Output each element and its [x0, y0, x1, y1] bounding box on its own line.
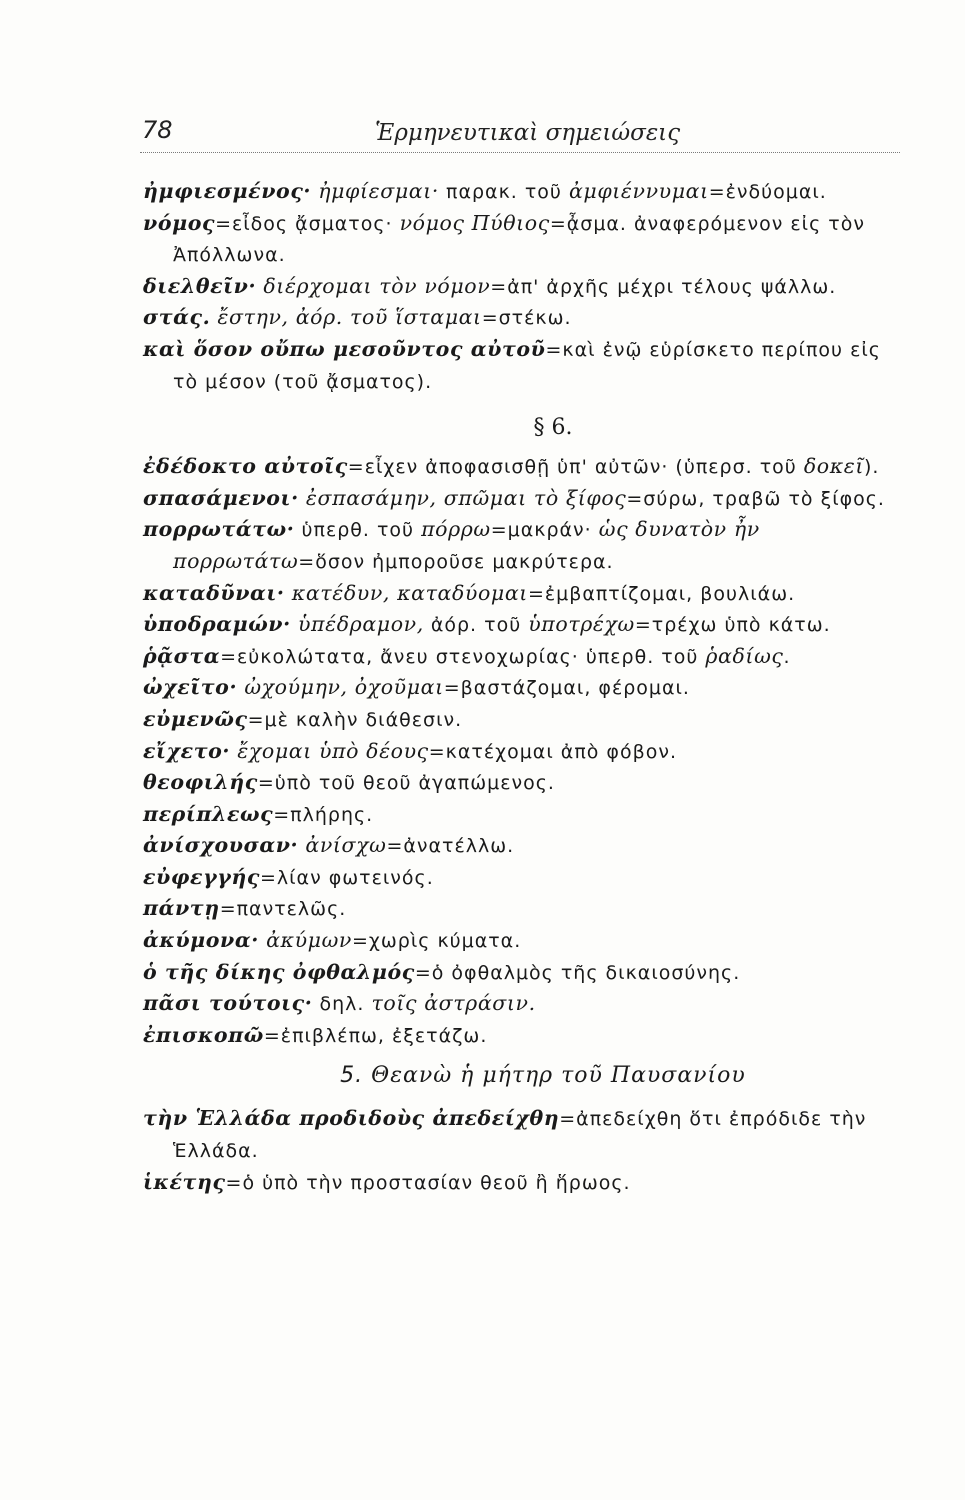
entry-gloss: παρακ. τοῦ	[438, 181, 569, 203]
entry-gloss: δηλ.	[312, 993, 372, 1016]
glossary-entry	[143, 641, 903, 673]
glossary-entry	[143, 957, 903, 989]
entry-gloss: =εἶδος ᾄσματος·	[215, 212, 400, 235]
entry-gloss: =παντελῶς.	[219, 898, 347, 921]
entry-gloss: =σύρω, τραβῶ τὸ ξίφος.	[626, 487, 885, 510]
entry-lemma: καταδῦναι·	[143, 580, 285, 605]
entry-gloss: =εὐκολώτατα, ἄνευ στενοχωρίας· ὑπερθ. τοῦ	[220, 645, 706, 668]
glossary-entry	[143, 271, 903, 303]
entry-lemma: ἀκύμονα·	[143, 928, 259, 953]
entry-gloss: =ὁ ὑπὸ τὴν προστασίαν θεοῦ ἢ ἥρωος.	[225, 1171, 631, 1194]
entry-gloss-italic: ἔχομαι ὑπὸ δέους	[230, 738, 429, 763]
entry-gloss-italic: ἀκύμων	[258, 928, 352, 953]
entry-gloss-italic: ὠχούμην, ὀχοῦμαι	[237, 675, 444, 700]
glossary-entry	[143, 925, 903, 957]
entry-gloss: =λίαν φωτεινός.	[259, 866, 434, 889]
page-body	[143, 176, 903, 1198]
glossary-entry	[143, 672, 903, 704]
entry-gloss-italic: κατέδυν, καταδύομαι	[284, 580, 528, 605]
entry-gloss: =ἀπ' ἀρχῆς μέχρι τέλους ψάλλω.	[490, 275, 837, 298]
entry-gloss: ὑπερθ. τοῦ	[294, 519, 422, 542]
entry-gloss: =χωρὶς κύματα.	[351, 930, 522, 953]
entry-gloss: .	[783, 645, 791, 668]
entry-gloss-italic: τοῖς ἀστράσιν.	[371, 991, 536, 1016]
entry-gloss: =τρέχω ὑπὸ κάτω.	[634, 614, 831, 637]
glossary-entry	[143, 704, 903, 736]
entry-gloss-italic: ὡς δυνατὸν ἦν πορρωτάτω	[173, 517, 760, 573]
entry-gloss: =βαστάζομαι, φέρομαι.	[443, 677, 690, 700]
entry-lemma: διελθεῖν·	[143, 273, 257, 298]
glossary-entry	[143, 208, 903, 271]
glossary-entry	[143, 988, 903, 1020]
entry-lemma: σπασάμενοι·	[143, 485, 299, 510]
glossary-entry	[143, 514, 903, 577]
section-number: 5.	[340, 1063, 364, 1089]
entry-gloss: ).	[863, 456, 880, 479]
entry-gloss-italic: πόρρω	[421, 517, 491, 542]
entry-lemma: ὠχεῖτο·	[143, 675, 238, 700]
glossary-entry	[143, 1167, 903, 1199]
glossary-entry	[143, 767, 903, 799]
entry-gloss: =μὲ καλὴν διάθεσιν.	[247, 708, 463, 731]
entry-gloss-italic: ἀνίσχω	[298, 833, 387, 858]
entry-gloss-italic: ἀμφιέννυμαι	[568, 179, 709, 203]
entry-gloss-italic: ὑπέδραμον,	[290, 612, 424, 637]
entry-lemma: θεοφιλής	[143, 770, 258, 795]
glossary-group-b	[143, 451, 903, 1051]
running-title: Ἑρμηνευτικαὶ σημειώσεις	[375, 120, 681, 146]
entry-lemma: καὶ ὅσον οὔπω μεσοῦντος αὐτοῦ	[143, 336, 546, 361]
entry-lemma: περίπλεως	[143, 801, 274, 826]
entry-lemma: ῥᾷστα	[143, 643, 221, 668]
entry-gloss-italic: ἔστην, ἀόρ. τοῦ ἵσταμαι	[210, 305, 482, 330]
glossary-entry	[143, 609, 903, 641]
entry-gloss-italic: ἐσπασάμην, σπῶμαι τὸ ξίφος	[298, 485, 627, 510]
entry-gloss: =ἀνατέλλω.	[386, 835, 515, 858]
section-heading	[143, 1061, 903, 1091]
entry-gloss: ἀόρ. τοῦ	[423, 614, 529, 637]
entry-lemma: τὴν Ἑλλάδα προδιδοὺς ἀπεδείχθη	[143, 1106, 560, 1131]
entry-gloss: =ἐνδύομαι.	[708, 181, 827, 203]
section-title: Θεανὼ ἡ μήτηρ τοῦ Παυσανίου	[371, 1063, 746, 1089]
page-header	[140, 112, 900, 153]
entry-lemma: εἴχετο·	[143, 738, 231, 763]
entry-gloss: =καὶ ἐνῷ εὑρίσκετο περίπου εἰς τὸ μέσον (τοῦ ᾄσματος).	[173, 338, 881, 393]
entry-gloss: =πλήρης.	[273, 803, 374, 826]
entry-lemma: πορρωτάτω·	[143, 517, 295, 542]
glossary-entry	[143, 578, 903, 610]
entry-gloss-italic: ῥαδίως	[705, 643, 784, 668]
entry-lemma: ἠμφιεσμένος·	[143, 179, 312, 203]
entry-gloss: =στέκω.	[481, 307, 572, 330]
glossary-entry	[143, 830, 903, 862]
entry-gloss: =ὁ ὀφθαλμὸς τῆς δικαιοσύνης.	[414, 961, 741, 984]
entry-gloss: =ὑπὸ τοῦ θεοῦ ἀγαπώμενος.	[257, 772, 555, 795]
entry-lemma: ὁ τῆς δίκης ὀφθαλμός	[143, 959, 415, 984]
glossary-entry	[143, 1103, 903, 1166]
entry-lemma: ἐπισκοπῶ	[143, 1022, 264, 1047]
glossary-entry	[143, 1020, 903, 1052]
section-mark: § 6.	[533, 415, 573, 441]
entry-gloss-italic: δοκεῖ	[803, 454, 864, 479]
glossary-entry	[143, 302, 903, 334]
entry-gloss: =ἐπιβλέπω, ἐξετάζω.	[263, 1024, 488, 1047]
entry-lemma: πάντῃ	[143, 896, 220, 921]
entry-gloss: =εἶχεν ἀποφασισθῇ ὑπ' αὐτῶν· (ὑπερσ. τοῦ	[347, 456, 804, 479]
entry-gloss: =κατέχομαι ἀπὸ φόβον.	[428, 740, 677, 763]
glossary-entry	[143, 862, 903, 894]
entry-lemma: εὐφεγγής	[143, 864, 260, 889]
entry-gloss-italic: ἠμφίεσμαι·	[311, 179, 439, 203]
glossary-entry	[143, 451, 903, 483]
glossary-group-a	[143, 176, 903, 397]
entry-lemma: ὑποδραμών·	[143, 612, 291, 637]
entry-lemma: ἱκέτης	[143, 1169, 226, 1194]
entry-gloss-italic: διέρχομαι τὸν νόμον	[256, 273, 491, 298]
entry-gloss-italic: νόμος Πύθιος	[399, 210, 550, 235]
glossary-group-c	[143, 1103, 903, 1198]
entry-lemma: ἐδέδοκτο αὐτοῖς	[143, 454, 348, 479]
page-number: 78	[142, 116, 173, 144]
entry-lemma: πᾶσι τούτοις·	[143, 991, 313, 1016]
entry-lemma: ἀνίσχουσαν·	[143, 833, 299, 858]
glossary-entry	[143, 483, 903, 515]
entry-lemma: νόμος	[143, 210, 216, 235]
glossary-entry	[143, 736, 903, 768]
entry-gloss-italic: ὑποτρέχω	[528, 612, 635, 637]
entry-gloss: =ὅσον ἠμποροῦσε μακρύτερα.	[298, 550, 614, 573]
glossary-entry	[143, 893, 903, 925]
entry-lemma: εὐμενῶς	[143, 706, 248, 731]
glossary-entry	[143, 799, 903, 831]
glossary-entry	[143, 176, 903, 208]
entry-gloss: =ἐμβαπτίζομαι, βουλιάω.	[527, 582, 796, 605]
entry-gloss: =ἀπεδείχθη ὅτι ἐπρόδιδε τὴν Ἑλλάδα.	[173, 1108, 867, 1163]
entry-lemma: στάς.	[143, 305, 211, 330]
entry-gloss: =μακράν·	[490, 519, 599, 542]
glossary-entry	[143, 334, 903, 397]
entry-gloss: =ᾆσμα. ἀναφερόμενον εἰς τὸν Ἀπόλλωνα.	[173, 212, 865, 267]
